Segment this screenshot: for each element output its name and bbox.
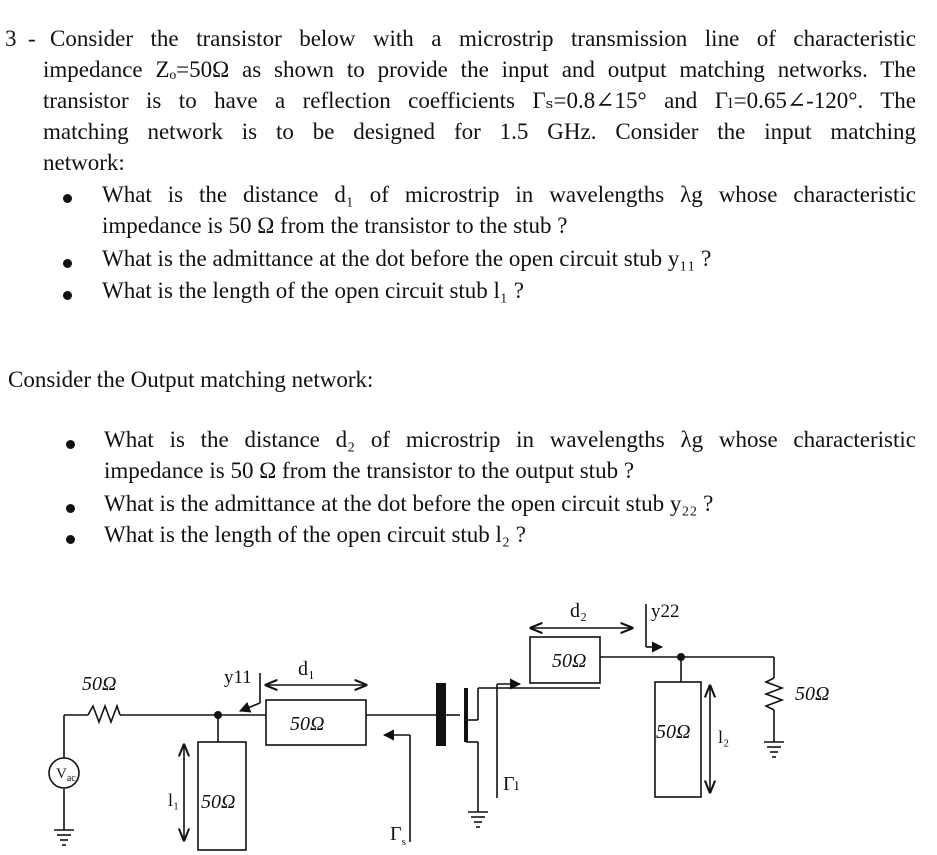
input-question-1-line-1: What is the distance d₁ of microstrip in wavelengths λg whose characteristic <box>102 182 916 207</box>
problem-dash: - <box>28 26 36 51</box>
problem-line-4: matching network is to be designed for 1.5 GHz. Consider the input matching <box>43 119 916 144</box>
source-label: $V_{ac}$ <box>56 766 76 784</box>
output-heading: Consider the Output matching network: <box>8 367 374 392</box>
source-resistor-label: 50Ω <box>82 673 117 695</box>
load-resistor-icon <box>766 678 782 710</box>
problem-number: 3 <box>5 26 17 51</box>
problem-line-3: transistor is to have a reflection coefficients Γₛ=0.8∠15° and Γₗ=0.65∠-120°. The <box>43 88 916 113</box>
d2-label: d₂ <box>570 600 587 622</box>
stub2-length-label: l₂ <box>718 727 730 747</box>
ground-icon <box>54 830 74 845</box>
y22-label: y22 <box>651 601 680 622</box>
output-question-1-line-2: impedance is 50 Ω from the transistor to the output stub ? <box>104 458 635 483</box>
line2-impedance-label: 50Ω <box>552 650 587 672</box>
input-question-2: What is the admittance at the dot before the open circuit stub y₁₁ ? <box>102 246 712 271</box>
transistor-gate <box>436 683 446 746</box>
input-question-1-line-2: impedance is 50 Ω from the transistor to the stub ? <box>102 213 568 238</box>
ground-icon <box>764 742 784 757</box>
junction-dot <box>677 653 685 661</box>
load-resistor-label: 50Ω <box>795 683 830 705</box>
y11-label: y11 <box>224 667 252 688</box>
stub1-impedance-label: 50Ω <box>201 791 236 813</box>
stub2-impedance-label: 50Ω <box>656 721 691 743</box>
d1-label: d₁ <box>298 658 315 680</box>
ground-icon <box>468 812 488 827</box>
output-question-3: What is the length of the open circuit stub l₂ ? <box>104 522 526 547</box>
gamma-s-label: $\Gamma_s$ <box>390 823 406 848</box>
line1-impedance-label: 50Ω <box>290 713 325 735</box>
junction-dot <box>214 711 222 719</box>
problem-line-1: Consider the transistor below with a microstrip transmission line of characteristic <box>50 26 916 51</box>
stub1-length-label: l₁ <box>168 790 180 810</box>
output-question-1-line-1: What is the distance d₂ of microstrip in wavelengths λg whose characteristic <box>104 427 916 452</box>
problem-line-2: impedance Zₒ=50Ω as shown to provide the input and output matching networks. The <box>43 57 916 82</box>
problem-line-5: network: <box>43 150 125 175</box>
input-question-3: What is the length of the open circuit stub l₁ ? <box>102 278 524 303</box>
output-question-2: What is the admittance at the dot before the open circuit stub y₂₂ ? <box>104 491 714 516</box>
source-resistor-icon <box>88 706 120 722</box>
gamma-l-label: Γₗ <box>503 773 520 795</box>
